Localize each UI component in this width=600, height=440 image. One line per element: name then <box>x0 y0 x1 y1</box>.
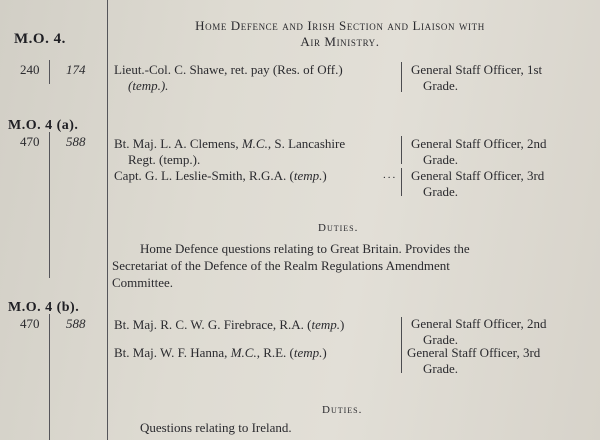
appointment-cont: Grade. <box>423 184 459 199</box>
section-title-line2: Air Ministry. <box>300 34 380 49</box>
section-code-mo4a: M.O. 4 (a). <box>8 118 79 133</box>
column-rule-main <box>107 0 108 440</box>
number-left: 470 <box>20 316 40 331</box>
column-rule-numbers-a <box>49 132 50 278</box>
appointment-cont: Grade. <box>423 332 459 347</box>
appointment-cont: Grade. <box>423 361 459 376</box>
appointment: General Staff Officer, 3rd <box>411 168 545 183</box>
bracket <box>401 136 402 164</box>
duties-paragraph <box>112 240 587 291</box>
number-right: 588 <box>66 316 86 331</box>
officer-name: Bt. Maj. W. F. Hanna, M.C., R.E. (temp.) <box>114 345 327 360</box>
officer-name: Lieut.-Col. C. Shawe, ret. pay (Res. of Off.) <box>114 62 343 77</box>
officer-name-cont: Regt. (temp.). <box>128 152 201 167</box>
bracket <box>401 317 402 345</box>
appointment: General Staff Officer, 2nd <box>411 316 547 331</box>
duties-heading: Duties. <box>318 222 359 234</box>
duties-heading: Duties. <box>322 404 363 416</box>
number-left: 470 <box>20 134 40 149</box>
column-rule-numbers-b <box>49 314 50 440</box>
section-code-mo4: M.O. 4. <box>14 31 66 47</box>
duties-line: Committee. <box>112 275 174 290</box>
officer-name-cont: (temp.). <box>128 78 169 93</box>
bracket <box>401 168 402 196</box>
officer-name: Bt. Maj. R. C. W. G. Firebrace, R.A. (temp.) <box>114 317 345 332</box>
bracket <box>401 345 402 373</box>
appointment-cont: Grade. <box>423 152 459 167</box>
number-right: 588 <box>66 134 86 149</box>
duties-line: Home Defence questions relating to Great Britain. Provides the <box>140 241 470 256</box>
column-rule-numbers-top <box>49 60 50 84</box>
number-right: 174 <box>66 62 86 77</box>
officer-name: Capt. G. L. Leslie-Smith, R.G.A. (temp.) <box>114 168 327 183</box>
officer-name: Bt. Maj. L. A. Clemens, M.C., S. Lancashire <box>114 136 346 151</box>
appointment: General Staff Officer, 3rd <box>407 345 541 360</box>
bracket <box>401 62 402 92</box>
number-left: 240 <box>20 62 40 77</box>
duties-paragraph <box>112 419 587 436</box>
section-code-mo4b: M.O. 4 (b). <box>8 300 80 315</box>
appointment: General Staff Officer, 1st <box>411 62 543 77</box>
section-title-line1: Home Defence and Irish Section and Liaison with <box>195 18 485 33</box>
duties-line: Secretariat of the Defence of the Realm Regulations Amendment <box>112 258 450 273</box>
appointment-cont: Grade. <box>423 78 459 93</box>
leader-dots: ... <box>383 169 398 181</box>
appointment: General Staff Officer, 2nd <box>411 136 547 151</box>
duties-line: Questions relating to Ireland. <box>140 420 292 435</box>
